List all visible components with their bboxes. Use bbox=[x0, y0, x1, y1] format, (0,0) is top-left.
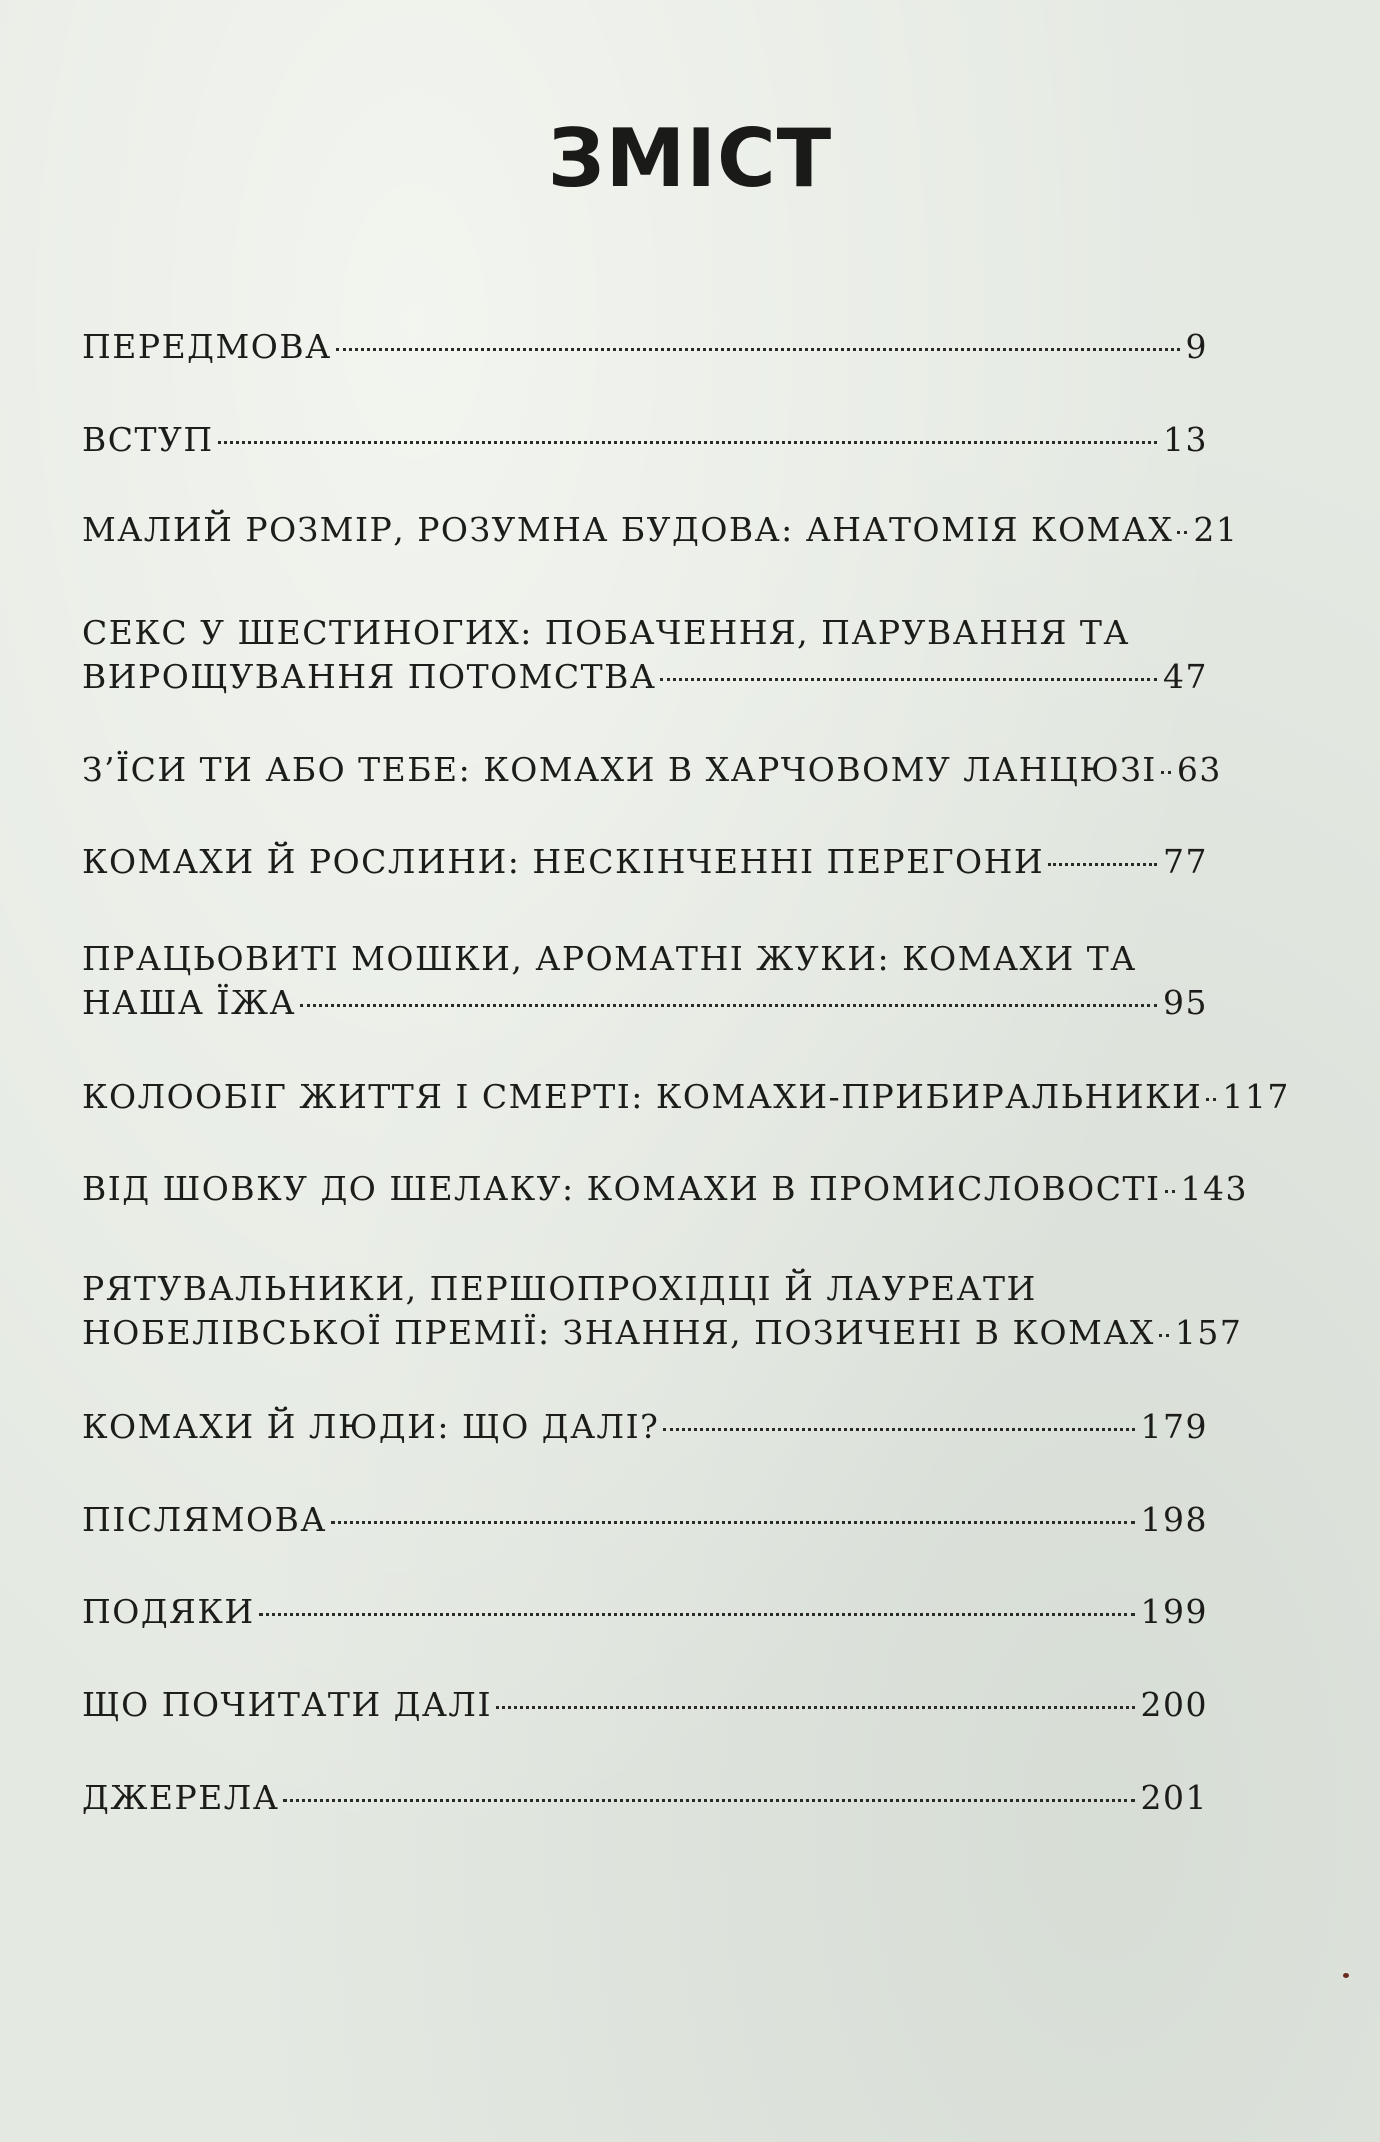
toc-page-number: 199 bbox=[1140, 1592, 1208, 1631]
toc-page-number: 63 bbox=[1176, 750, 1222, 789]
toc-entry-row bbox=[82, 1683, 1208, 1727]
toc-entry[interactable] bbox=[82, 748, 1222, 792]
toc-entry-title-line: РЯТУВАЛЬНИКИ, ПЕРШОПРОХІДЦІ Й ЛАУРЕАТИ bbox=[82, 1269, 1037, 1308]
toc-page-number: 13 bbox=[1163, 420, 1208, 459]
dot-leader bbox=[663, 1428, 1134, 1431]
dot-leader bbox=[331, 1521, 1135, 1524]
dot-leader bbox=[496, 1706, 1135, 1709]
toc-page-number: 157 bbox=[1174, 1313, 1243, 1352]
toc-page-number: 179 bbox=[1140, 1407, 1208, 1446]
toc-entry-row bbox=[82, 1590, 1208, 1634]
page-title: ЗМІСТ bbox=[547, 112, 833, 205]
toc-entry-row bbox=[82, 1311, 1243, 1355]
toc-entry-row bbox=[82, 840, 1208, 884]
toc-entry-row bbox=[82, 748, 1222, 792]
toc-entry-title: ПЕРЕДМОВА bbox=[82, 327, 332, 366]
toc-entry[interactable] bbox=[82, 508, 1239, 552]
dot-leader bbox=[218, 441, 1157, 444]
toc-entry-title: ЩО ПОЧИТАТИ ДАЛІ bbox=[82, 1685, 492, 1724]
toc-page-number: 9 bbox=[1185, 327, 1208, 366]
toc-entry-row bbox=[82, 325, 1208, 369]
ink-speck bbox=[1343, 1973, 1349, 1978]
toc-page-number: 200 bbox=[1140, 1685, 1208, 1724]
toc-page-number: 198 bbox=[1140, 1500, 1208, 1539]
toc-page-number: 21 bbox=[1193, 510, 1239, 549]
toc-entry-row bbox=[82, 655, 1208, 699]
toc-entry-title: ВСТУП bbox=[82, 420, 214, 459]
toc-entry[interactable] bbox=[82, 418, 1208, 462]
toc-entry-row bbox=[82, 1075, 1290, 1119]
dot-leader bbox=[283, 1799, 1134, 1802]
dot-leader bbox=[1206, 1098, 1216, 1101]
toc-entry[interactable] bbox=[82, 1405, 1208, 1449]
toc-entry-row bbox=[82, 1498, 1208, 1542]
toc-entry-title: ПІСЛЯМОВА bbox=[82, 1500, 327, 1539]
toc-entry-row bbox=[82, 1405, 1208, 1449]
toc-entry-title: ВИРОЩУВАННЯ ПОТОМСТВА bbox=[82, 657, 657, 696]
toc-page-number: 47 bbox=[1163, 657, 1208, 696]
toc-page-number: 117 bbox=[1222, 1077, 1290, 1116]
toc-entry[interactable] bbox=[82, 1167, 1249, 1211]
toc-entry-title: КОЛООБІГ ЖИТТЯ І СМЕРТІ: КОМАХИ-ПРИБИРАЛЬНИКИ bbox=[82, 1077, 1203, 1116]
toc-entry-title: КОМАХИ Й РОСЛИНИ: НЕСКІНЧЕННІ ПЕРЕГОНИ bbox=[82, 842, 1045, 881]
dot-leader bbox=[1165, 1190, 1175, 1193]
dot-leader bbox=[1048, 863, 1157, 866]
dot-leader bbox=[1161, 771, 1171, 774]
toc-page-number: 201 bbox=[1140, 1778, 1208, 1817]
toc-entry-title: НОБЕЛІВСЬКОЇ ПРЕМІЇ: ЗНАННЯ, ПОЗИЧЕНІ В КОМАХ bbox=[82, 1313, 1155, 1352]
toc-entry[interactable] bbox=[82, 611, 1208, 699]
toc-entry-title-line: ПРАЦЬОВИТІ МОШКИ, АРОМАТНІ ЖУКИ: КОМАХИ ТА bbox=[82, 939, 1137, 978]
toc-entry[interactable] bbox=[82, 1590, 1208, 1634]
toc-entry-row bbox=[82, 1167, 1249, 1211]
dot-leader bbox=[1159, 1334, 1169, 1337]
toc-entry[interactable] bbox=[82, 1075, 1290, 1119]
toc-entry[interactable] bbox=[82, 1776, 1208, 1820]
toc-entry[interactable] bbox=[82, 937, 1208, 1025]
toc-page-number: 95 bbox=[1163, 983, 1208, 1022]
toc-entry-row bbox=[82, 508, 1239, 552]
toc-entry[interactable] bbox=[82, 1267, 1243, 1355]
toc-page-number: 77 bbox=[1163, 842, 1208, 881]
toc-page-number: 143 bbox=[1180, 1169, 1249, 1208]
dot-leader bbox=[300, 1004, 1157, 1007]
dot-leader bbox=[1177, 531, 1187, 534]
toc-entry-title: КОМАХИ Й ЛЮДИ: ЩО ДАЛІ? bbox=[82, 1407, 660, 1446]
toc-entry-title: З’ЇСИ ТИ АБО ТЕБЕ: КОМАХИ В ХАРЧОВОМУ ЛАНЦЮЗІ bbox=[82, 750, 1157, 789]
toc-entry-title-line: СЕКС У ШЕСТИНОГИХ: ПОБАЧЕННЯ, ПАРУВАННЯ ТА bbox=[82, 613, 1130, 652]
dot-leader bbox=[660, 678, 1157, 681]
toc-entry-title: ПОДЯКИ bbox=[82, 1592, 255, 1631]
toc-entry[interactable] bbox=[82, 1498, 1208, 1542]
toc-entry-title: ВІД ШОВКУ ДО ШЕЛАКУ: КОМАХИ В ПРОМИСЛОВОСТІ bbox=[82, 1169, 1161, 1208]
dot-leader bbox=[336, 348, 1180, 351]
toc-entry[interactable] bbox=[82, 1683, 1208, 1727]
toc-entry-row bbox=[82, 1776, 1208, 1820]
toc-entry-row bbox=[82, 418, 1208, 462]
toc-entry-title: МАЛИЙ РОЗМІР, РОЗУМНА БУДОВА: АНАТОМІЯ КОМАХ bbox=[82, 510, 1174, 549]
dot-leader bbox=[259, 1613, 1135, 1616]
toc-entry[interactable] bbox=[82, 840, 1208, 884]
toc-entry-title: НАША ЇЖА bbox=[82, 983, 297, 1022]
toc-entry-row bbox=[82, 981, 1208, 1025]
toc-entry[interactable] bbox=[82, 325, 1208, 369]
toc-entry-title: ДЖЕРЕЛА bbox=[82, 1778, 280, 1817]
